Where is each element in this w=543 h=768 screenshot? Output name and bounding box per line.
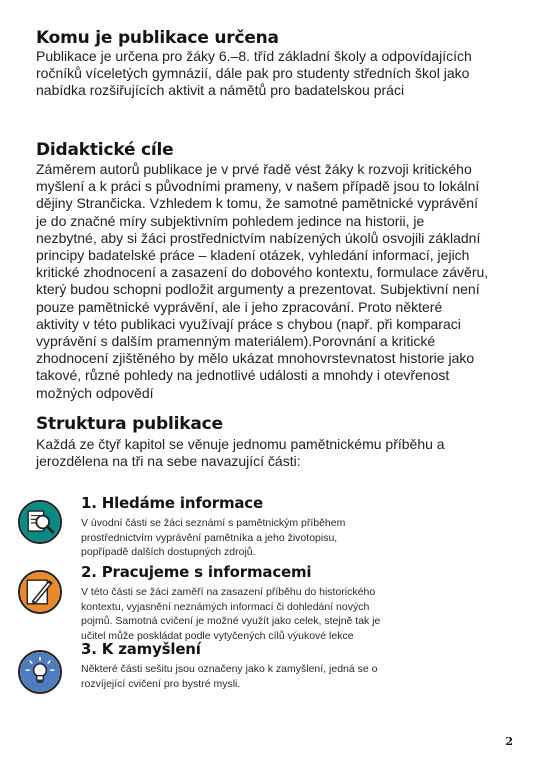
goals-line: možných odpovědí — [36, 384, 154, 401]
section-description — [81, 516, 345, 560]
goals-line: takové, různé pohledy na jednotlivé události a mnohdy i otevřenost — [36, 367, 450, 384]
section-line: popřípadě dalších dostupných zdrojů. — [81, 546, 256, 559]
goals-line: vyprávění s dalším pramenným materiálem).Porovnání a kritické — [36, 333, 436, 350]
goals-line: který budou schopni podložit argumenty a prezentovat. Subjektivní není — [36, 281, 480, 298]
heading-structure: Struktura publikace — [36, 414, 223, 434]
section-line: V této části se žáci zaměří na zasazení příběhu do historického — [81, 586, 376, 598]
structure-line: Každá ze čtyř kapitol se věnuje jednomu pamětnickému příběhu a — [36, 436, 445, 452]
goals-line: myšlení a k práci s původními prameny, v našem případě jsou to lokální — [36, 178, 480, 195]
goals-line: je do značné míry subjektivním pohledem jedince na historii, je — [36, 212, 425, 229]
section-line: kontextu, vyjasnění neznámých informací či dohledání nových — [81, 600, 370, 613]
goals-line: dějiny Strančicka. Vzhledem k tomu, že samotné pamětnické vyprávění — [36, 195, 478, 212]
pencil-icon — [18, 570, 62, 614]
section-title: 2. Pracujeme s informacemi — [81, 563, 312, 581]
goals-line: pouze pamětnické vyprávění, ale i jeho zpracování. Proto některé — [36, 298, 443, 315]
audience-line: ročníků víceletých gymnázií, dále pak pro studenty středních škol jako — [36, 65, 470, 82]
structure-line: jerozdělena na tři na sebe navazující části: — [36, 453, 301, 470]
section-line: rozvíjející cvičení pro bystré mysli. — [81, 677, 241, 690]
goals-line: kritické zhodnocení a zasazení do dobového kontextu, formulace závěru, — [36, 264, 489, 281]
page-number: 2 — [505, 735, 513, 748]
goals-line: zhodnocení zjištěného by mělo ukázat mnohovrstevnatost historie jako — [36, 350, 475, 367]
audience-line: nabídka rozšiřujících aktivit a námětů pro badatelskou práci — [36, 82, 405, 99]
section-line: Některé části sešitu jsou označeny jako k zamyšlení, jedná se o — [81, 663, 378, 675]
magnifier-icon — [18, 500, 62, 544]
heading-goals: Didaktické cíle — [36, 140, 174, 160]
section-title: 3. K zamyšlení — [81, 640, 201, 658]
audience-line: Publikace je určena pro žáky 6.–8. tříd základní školy a odpovídajících — [36, 48, 472, 64]
goals-line: aktivity v této publikaci využívají práce s chybou (např. při komparaci — [36, 315, 461, 332]
goals-line: nezbytné, aby si žáci prostřednictvím nabízených úkolů osvojili základní — [36, 229, 481, 246]
structure-paragraph — [36, 436, 445, 470]
section-line: pojmů. Samotná cvičení je možné využít jako celek, stejně tak je — [81, 615, 381, 628]
audience-paragraph — [36, 48, 472, 100]
lightbulb-icon — [18, 650, 62, 694]
section-description — [81, 585, 380, 643]
section-line: prostřednictvím vyprávění pamětníka a jeho životopisu, — [81, 531, 338, 544]
heading-audience: Komu je publikace určena — [36, 28, 279, 48]
section-line: učitel může poskládat podle vytyčených cílů výukové lekce — [81, 629, 354, 642]
goals-paragraph — [36, 161, 488, 402]
section-line: V úvodní části se žáci seznámí s pamětnickým příběhem — [81, 517, 346, 529]
section-title: 1. Hledáme informace — [81, 494, 263, 512]
section-description — [81, 662, 377, 691]
goals-line: principy badatelské práce – kladení otázek, vyhledání informací, jejich — [36, 247, 470, 264]
goals-line: Záměrem autorů publikace je v prvé řadě vést žáky k rozvoji kritického — [36, 161, 472, 177]
